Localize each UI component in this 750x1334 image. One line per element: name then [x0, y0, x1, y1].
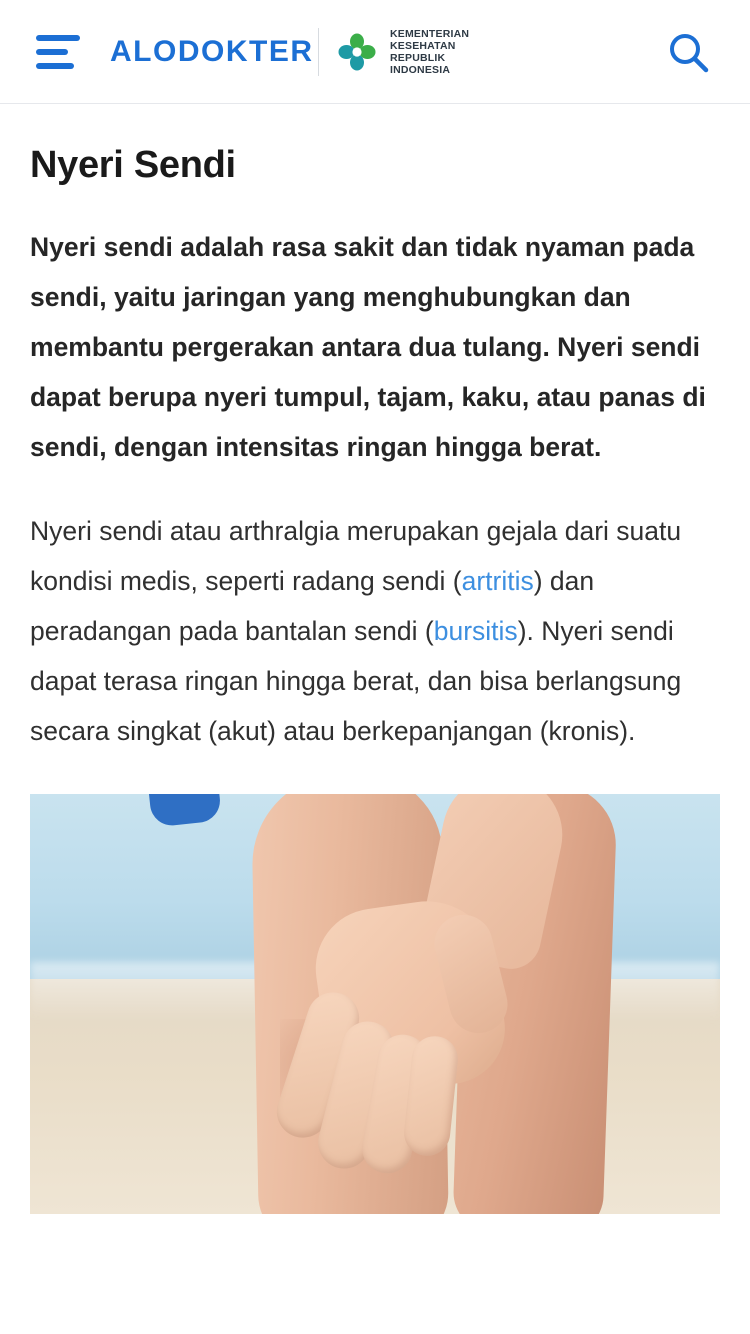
paragraph-text-part-1: Nyeri sendi atau arthralgia merupakan gejala dari suatu kondisi medis, seperti radang sendi ( — [30, 516, 682, 596]
kemenkes-logo-group — [334, 28, 469, 76]
kemenkes-line-1: KEMENTERIAN — [390, 27, 470, 40]
hamburger-line-3 — [36, 63, 74, 69]
hero-bottom-fade — [30, 1174, 720, 1214]
kemenkes-line-4: INDONESIA — [390, 63, 451, 76]
kemenkes-line-2: KESEHATAN — [390, 39, 456, 52]
site-header — [0, 0, 750, 104]
kemenkes-line-3: REPUBLIK — [390, 51, 446, 64]
brand-logo-alodokter[interactable]: ALODOKTER — [110, 34, 314, 68]
header-divider — [318, 28, 319, 76]
page-title: Nyeri Sendi — [30, 144, 236, 186]
link-artritis[interactable]: artritis — [461, 566, 534, 596]
paragraph-text-part-2: ) dan peradangan pada bantalan sendi ( — [30, 566, 595, 646]
article-paragraph-1 — [30, 506, 720, 756]
hamburger-line-1 — [36, 35, 80, 41]
kemenkes-clover-icon — [334, 29, 380, 75]
article-body — [0, 142, 750, 1214]
article-hero-image — [30, 794, 720, 1214]
hamburger-line-2 — [36, 49, 68, 55]
link-bursitis[interactable]: bursitis — [433, 616, 518, 646]
kemenkes-label — [390, 28, 469, 76]
search-icon[interactable] — [664, 28, 712, 76]
article-lead-paragraph: Nyeri sendi adalah rasa sakit dan tidak nyaman pada sendi, yaitu jaringan yang menghubungkan dan membantu pergerakan antara dua tulang. Nyeri sendi dapat berupa nyeri tumpul, tajam, kaku, atau panas di sendi, dengan intensitas ringan hingga berat. — [30, 232, 706, 462]
hamburger-menu-icon[interactable] — [36, 35, 80, 69]
paragraph-text-part-3: ). Nyeri sendi dapat terasa ringan hingga berat, dan bisa berlangsung secara singkat (akut) atau berkepanjangan (kronis). — [30, 616, 682, 746]
